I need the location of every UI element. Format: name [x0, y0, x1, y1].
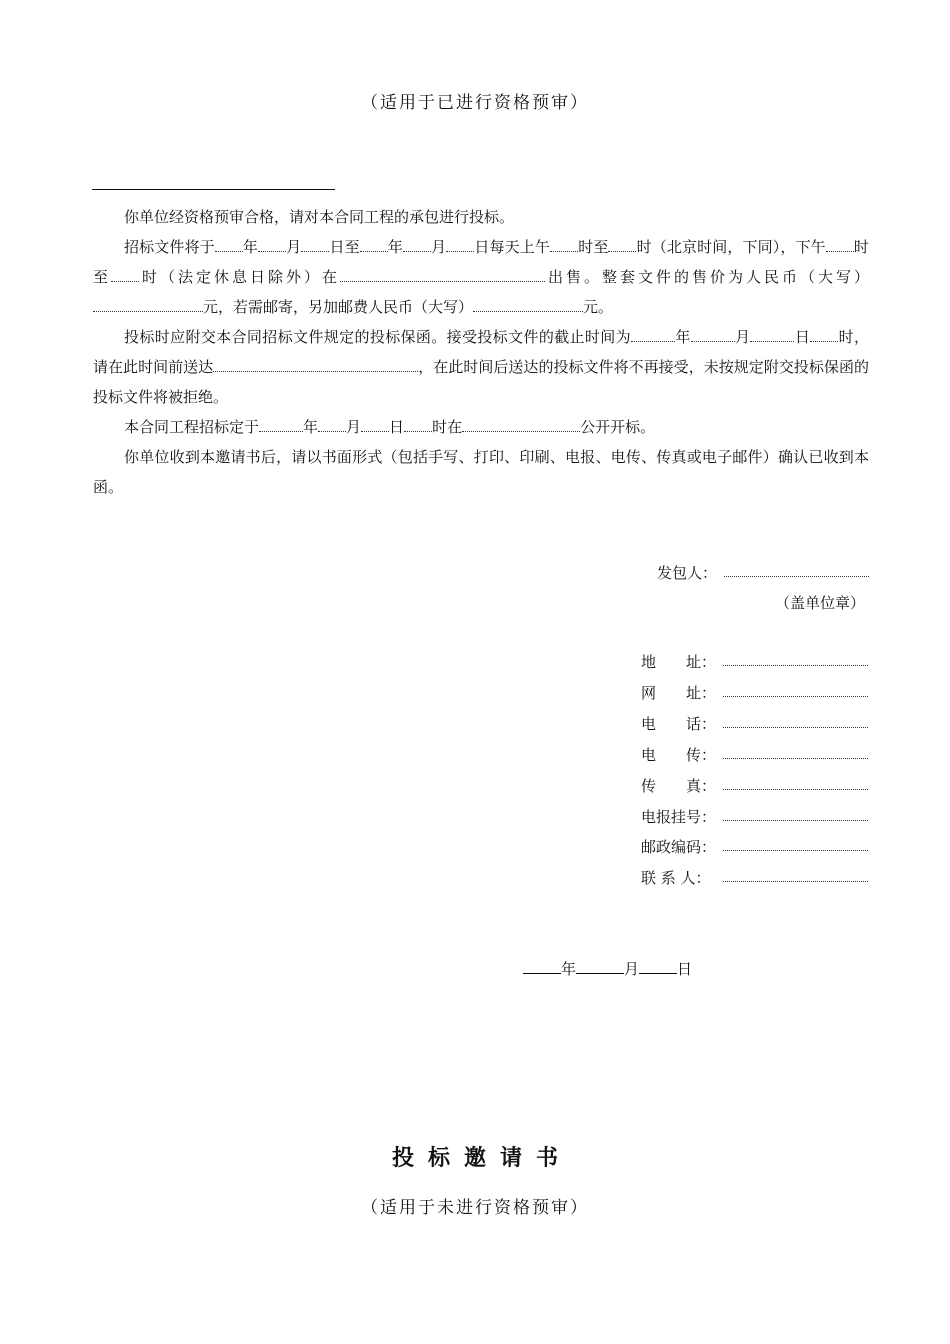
blank-field [360, 237, 388, 252]
cable-field [723, 820, 868, 821]
paragraph-2: 招标文件将于 年 月 日至 年 月 日每天上午 时至 时（北京时间，下同），下午 时至 时（法定休息日除外）在 出售。整套文件的售价为人民币（大写）元，若需邮寄，另加邮费人民币（大写） 元。 [93, 238, 869, 316]
date-line: 年 月 日 [523, 958, 692, 978]
paragraph-3: 投标时应附交本合同招标文件规定的投标保函。接受投标文件的截止时间为 年 月 日 时，请在此时间前送达 ，在此时间后送达的投标文件将不再接受，未按规定附交投标保函的投标文件将被拒绝。 [93, 328, 869, 406]
blank-field [258, 237, 286, 252]
address-label: 地 址： [641, 653, 717, 671]
issuer-field [724, 576, 869, 577]
phone-label: 电 话： [641, 715, 717, 733]
subtitle-not-prequalified: （适用于未进行资格预审） [361, 1198, 589, 1218]
address-field [723, 665, 868, 666]
blank-field [111, 267, 139, 282]
day-blank [639, 958, 677, 974]
telex-field [723, 758, 868, 759]
blank-field [301, 237, 329, 252]
blank-field [631, 327, 675, 342]
blank-field [608, 237, 636, 252]
telex-label: 电 传： [641, 746, 717, 764]
postcode-row [641, 837, 721, 857]
section-title: 投标邀请书 [391, 1145, 572, 1171]
issuer-row [657, 563, 717, 583]
postcode-field [723, 850, 868, 851]
contact-field [723, 881, 868, 882]
blank-field [550, 237, 578, 252]
seal-note: （盖单位章） [775, 594, 866, 612]
blank-field [215, 237, 243, 252]
blank-field [93, 297, 203, 312]
blank-field [473, 297, 583, 312]
cable-label: 电报挂号： [641, 808, 717, 826]
blank-field [318, 417, 346, 432]
contact-label: 联 系 人： [641, 869, 711, 887]
phone-field [723, 727, 868, 728]
issuer-label: 发包人： [657, 564, 718, 582]
blank-field [403, 237, 431, 252]
blank-field [810, 327, 838, 342]
year-blank [523, 958, 561, 974]
fax-label: 传 真： [641, 777, 717, 795]
fax-row [641, 776, 721, 796]
telex-row [641, 745, 721, 765]
subtitle-prequalified: （适用于已进行资格预审） [361, 93, 589, 113]
blank-field [213, 357, 418, 372]
website-label: 网 址： [641, 684, 717, 702]
blank-field [340, 267, 545, 282]
address-row [641, 652, 721, 672]
paragraph-5: 你单位收到本邀请书后，请以书面形式（包括手写、打印、印刷、电报、电传、传真或电子邮件）确认已收到本函。 [93, 448, 869, 496]
cable-row [641, 807, 721, 827]
blank-field [361, 417, 389, 432]
paragraph-1: 你单位经资格预审合格，请对本合同工程的承包进行投标。 [124, 208, 515, 226]
blank-field [826, 237, 854, 252]
blank-field [691, 327, 735, 342]
blank-field [404, 417, 432, 432]
contact-row [641, 868, 721, 888]
blank-field [259, 417, 303, 432]
recipient-line [92, 189, 335, 190]
blank-field [462, 417, 580, 432]
postcode-label: 邮政编码： [641, 838, 717, 856]
blank-field [750, 327, 794, 342]
month-blank [576, 958, 624, 974]
website-row [641, 683, 721, 703]
letter-body [93, 202, 869, 502]
paragraph-4: 本合同工程招标定于 年 月 日 时在 公开开标。 [124, 418, 656, 436]
phone-row [641, 714, 721, 734]
blank-field [446, 237, 474, 252]
fax-field [723, 789, 868, 790]
website-field [723, 696, 868, 697]
